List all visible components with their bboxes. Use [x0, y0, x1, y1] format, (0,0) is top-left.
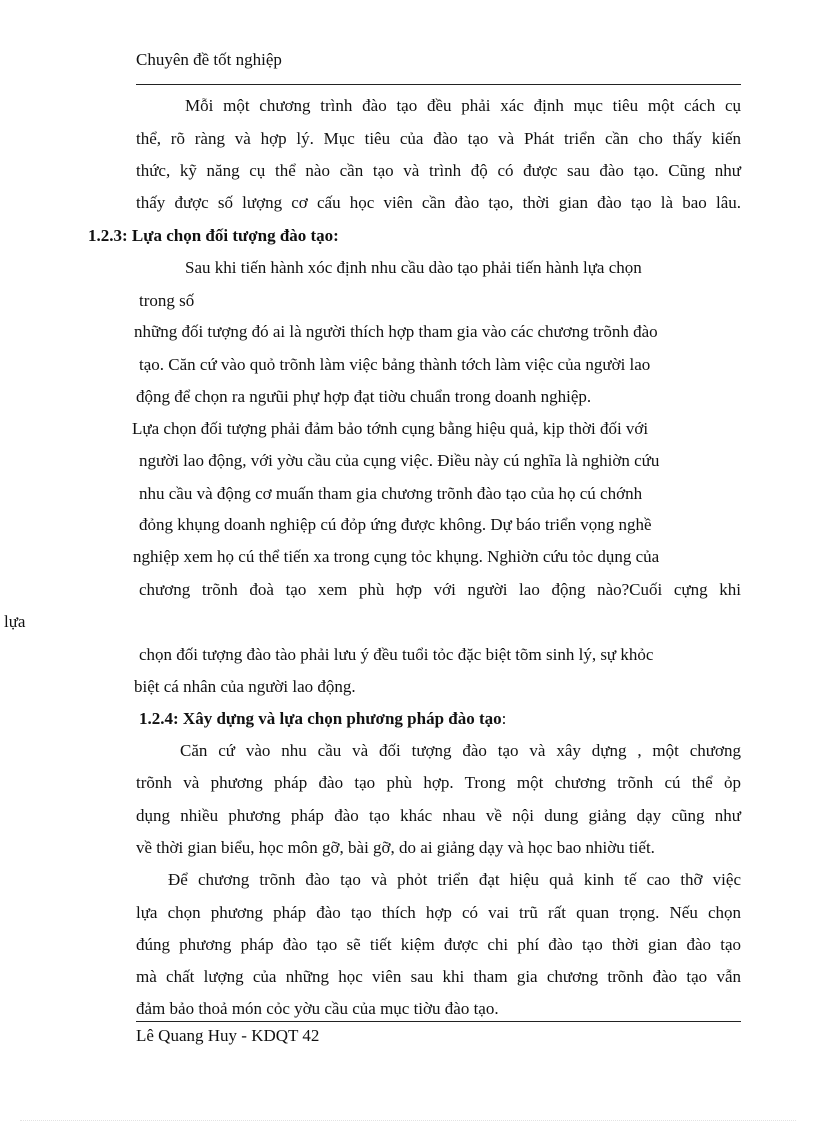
paragraph-line: nhu cầu và động cơ muấn tham gia chương trõnh đào tạo của họ cú chớnh: [139, 484, 643, 503]
paragraph-line: động để chọn ra ngưũi phự hợp đạt tiờu chuẩn trong doanh nghiệp.: [136, 387, 592, 406]
paragraph-line: về thời gian biểu, học môn gỡ, bài gỡ, do ai giảng dạy và học bao nhiờu tiết.: [136, 838, 655, 857]
footer-rule: [136, 1021, 741, 1022]
paragraph-line: Mỗi một chương trình đào tạo đều phải xác định mục tiêu một cách cụ: [185, 96, 741, 115]
paragraph-line: lựa chọn phương pháp đào tạo thích hợp có vai trũ rất quan trọng. Nếu chọn: [136, 903, 741, 922]
paragraph-line: mà chất lượng của những học viên sau khi tham gia chương trõnh đào tạo vẫn: [136, 967, 741, 986]
paragraph-line: Sau khi tiến hành xóc định nhu cầu dào tạo phải tiến hành lựa chọn: [185, 258, 642, 277]
paragraph-line: những đối tượng đó ai là người thích hợp tham gia vào các chương trõnh đào: [134, 322, 658, 341]
paragraph-line: thể, rõ ràng và hợp lý. Mục tiêu của đào tạo và Phát triển cần cho thấy kiến: [136, 129, 741, 148]
paragraph-line: chọn đối tượng đào tào phải lưu ý đều tuổi tỏc đặc biệt tõm sinh lý, sự khỏc: [139, 645, 654, 664]
paragraph-line: đảm bảo thoả món cỏc yờu cầu của mục tiờu đào tạo.: [136, 999, 499, 1018]
paragraph-line: tạo. Căn cứ vào quỏ trõnh làm việc bảng thành tớch làm việc của người lao: [139, 355, 651, 374]
paragraph-line: nghiệp xem họ cú thể tiến xa trong cụng tỏc khụng. Nghiờn cứu tỏc dụng của: [133, 547, 660, 566]
paragraph-line-wrap: lựa: [4, 612, 26, 631]
section-heading-colon: :: [501, 709, 507, 728]
paragraph-line: thức, kỹ năng cụ thể nào cần tạo và trình độ có được sau đào tạo. Cũng như: [136, 161, 741, 180]
paragraph-line: đỏng khụng doanh nghiệp cú đỏp ứng được không. Dự báo triển vọng nghề: [139, 515, 652, 534]
paragraph-line: Căn cứ vào nhu cầu và đối tượng đào tạo và xây dựng , một chương: [180, 741, 741, 760]
page-footer-author: Lê Quang Huy - KDQT 42: [136, 1026, 320, 1045]
section-heading-1-2-4-text: 1.2.4: Xây dựng và lựa chọn phương pháp đào tạo: [139, 709, 502, 728]
paragraph-line: biệt cá nhân của người lao động.: [134, 677, 356, 696]
page-edge-divider: [20, 1120, 796, 1121]
paragraph-line: trong số: [139, 291, 195, 310]
paragraph-line: trõnh và phương pháp đào tạo phù hợp. Trong một chương trõnh cú thể ỏp: [136, 773, 741, 792]
paragraph-line: thấy được số lượng cơ cấu học viên cần đào tạo, thời gian đào tạo là bao lâu.: [136, 193, 741, 212]
header-rule: [136, 84, 741, 85]
paragraph-line: người lao động, với yờu cầu của cụng việc. Điều này cú nghĩa là nghiờn cứu: [139, 451, 660, 470]
page-header-title: Chuyên đề tốt nghiệp: [136, 50, 282, 69]
section-heading-1-2-4: [139, 709, 506, 729]
paragraph-line: dụng nhiều phương pháp đào tạo khác nhau về nội dung giảng dạy cũng như: [136, 806, 741, 825]
section-heading-1-2-3: 1.2.3: Lựa chọn đối tượng đào tạo:: [88, 226, 339, 245]
paragraph-line: Để chương trõnh đào tạo và phỏt triển đạt hiệu quả kinh tế cao thỡ việc: [168, 870, 741, 889]
paragraph-line: Lựa chọn đối tượng phải đảm bảo tớnh cụng bằng hiệu quả, kịp thời đối với: [132, 419, 649, 438]
paragraph-line: chương trõnh đoà tạo xem phù hợp với người lao động nào?Cuối cựng khi: [139, 580, 741, 599]
paragraph-line: đúng phương pháp đào tạo sẽ tiết kiệm được chi phí đào tạo thời gian đào tạo: [136, 935, 741, 954]
